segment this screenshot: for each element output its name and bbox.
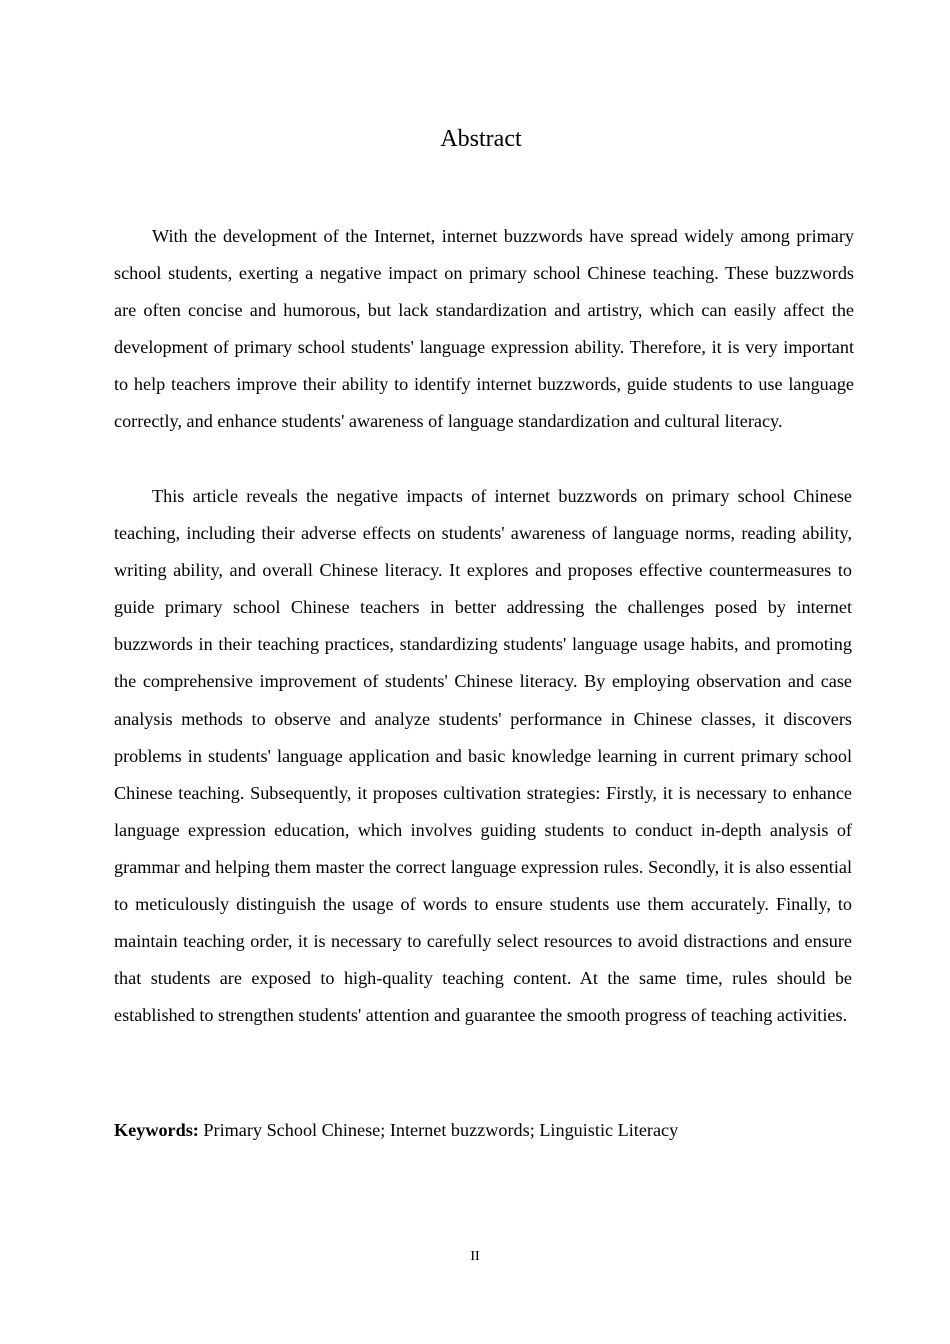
page-number: II [470, 1249, 480, 1264]
abstract-paragraph-2: This article reveals the negative impacts of internet buzzwords on primary school Chinese teaching, including their adverse effects on students' awareness of language norms, reading ability, writing ability, and overall Chinese literacy. It explores and proposes effective countermeasures to guide primary school Chinese teachers in better addressing the challenges posed by internet buzzwords in their teaching practices, standardizing students' language usage habits, and promoting the comprehensive improvement of students' Chinese literacy. By employing observation and case analysis methods to observe and analyze students' performance in Chinese classes, it discovers problems in students' language application and basic knowledge learning in current primary school Chinese teaching. Subsequently, it proposes cultivation strategies: Firstly, it is necessary to enhance language expression education, which involves guiding students to conduct in-depth analysis of grammar and helping them master the correct language expression rules. Secondly, it is also essential to meticulously distinguish the usage of words to ensure students use them accurately. Finally, to maintain teaching order, it is necessary to carefully select resources to avoid distractions and ensure that students are exposed to high-quality teaching content. At the same time, rules should be established to strengthen students' attention and guarantee the smooth progress of teaching activities. [114, 486, 852, 1026]
page-title: Abstract [440, 126, 522, 152]
abstract-paragraph-1: With the development of the Internet, internet buzzwords have spread widely among primary school students, exerting a negative impact on primary school Chinese teaching. These buzzwords are often concise and humorous, but lack standardization and artistry, which can easily affect the development of primary school students' language expression ability. Therefore, it is very important to help teachers improve their ability to identify internet buzzwords, guide students to use language correctly, and enhance students' awareness of language standardization and cultural literacy. [114, 226, 854, 432]
keywords-label: Keywords: [114, 1120, 199, 1140]
keywords-text: Primary School Chinese; Internet buzzwords; Linguistic Literacy [203, 1120, 679, 1140]
keywords-line [114, 1112, 854, 1149]
